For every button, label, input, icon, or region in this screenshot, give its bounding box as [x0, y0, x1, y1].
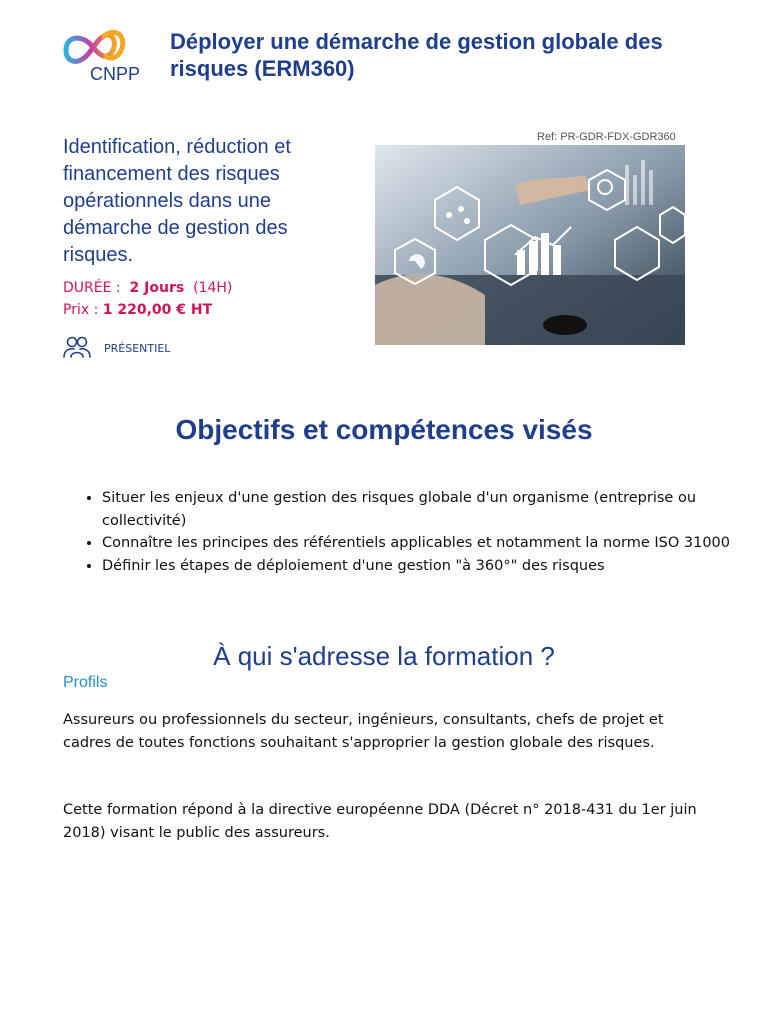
- cnpp-logo: [60, 26, 160, 84]
- risk-analytics-image: [375, 145, 685, 345]
- logo-text: CNPP: [90, 64, 141, 84]
- audience-paragraph: Assureurs ou professionnels du secteur, ingénieurs, consultants, chefs de projet et cadres de toutes fonctions souhaitant s'approprier la gestion globale des risques.: [63, 712, 664, 751]
- people-icon: [62, 335, 92, 359]
- list-item: • Situer les enjeux d'une gestion des risques globale d'un organisme (entreprise ou collectivité): [102, 487, 742, 532]
- price-line: [63, 302, 212, 318]
- price-label: Prix :: [63, 302, 99, 318]
- reference-code: Ref: PR-GDR-FDX-GDR360: [537, 131, 676, 143]
- profils-label: Profils: [63, 674, 108, 691]
- page-title: Déployer une démarche de gestion globale des risques (ERM360): [170, 29, 663, 81]
- audience-heading: À qui s'adresse la formation ?: [213, 641, 555, 671]
- list-item: • Définir les étapes de déploiement d'une gestion "à 360°" des risques: [102, 555, 742, 578]
- duration-value: 2 Jours: [129, 280, 185, 296]
- price-value: 1 220,00 € HT: [102, 302, 213, 318]
- delivery-mode: PRÉSENTIEL: [104, 342, 171, 355]
- objectives-list: [80, 487, 742, 577]
- objectives-heading: Objectifs et compétences visés: [175, 414, 593, 445]
- list-item: • Connaître les principes des référentiels applicables et notamment la norme ISO 31000: [102, 532, 742, 555]
- dda-paragraph: Cette formation répond à la directive européenne DDA (Décret n° 2018-431 du 1er juin 2018) visant le public des assureurs.: [63, 802, 697, 841]
- duration-line: [63, 280, 232, 296]
- duration-label: DURÉE :: [63, 280, 121, 296]
- duration-hours: (14H): [193, 280, 233, 296]
- course-subtitle: Identification, réduction et financement des risques opérationnels dans une démarche de gestion des risques.: [63, 136, 291, 266]
